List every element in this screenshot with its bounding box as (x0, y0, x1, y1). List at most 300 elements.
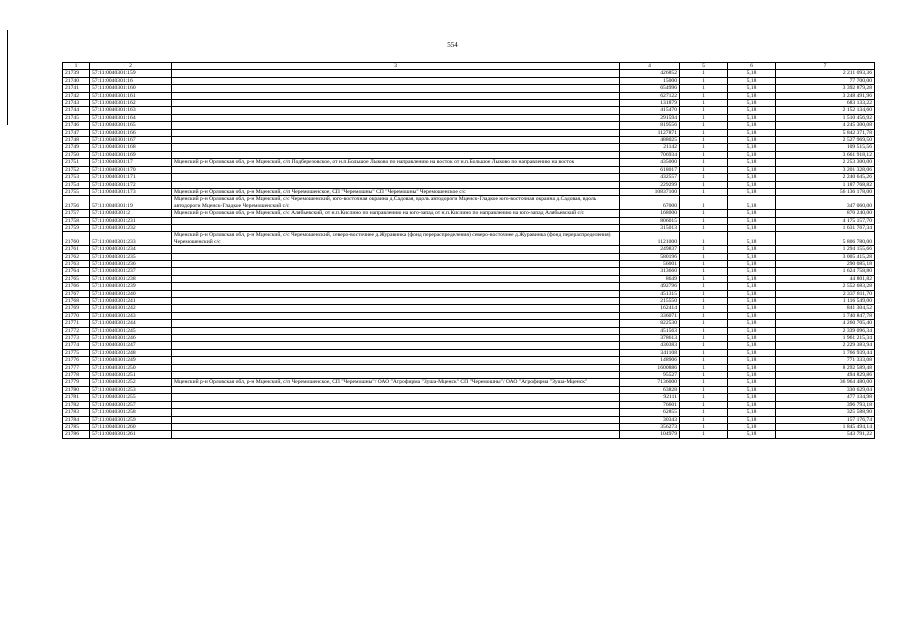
cadastral-number: 57:11:0040301:169 (90, 151, 172, 158)
column-5-value: 1 (680, 85, 728, 92)
row-number: 21762 (63, 253, 90, 260)
cadastral-number: 57:11:0040301:159 (90, 70, 172, 77)
column-5-value: 1 (680, 137, 728, 144)
table-row (63, 275, 875, 282)
rate-value: 5,18 (728, 423, 776, 430)
table-row (63, 151, 875, 158)
column-5-value: 1 (680, 268, 728, 275)
row-number: 21778 (63, 372, 90, 379)
row-number: 21780 (63, 386, 90, 393)
row-number: 21741 (63, 85, 90, 92)
cadastral-number: 57:11:0040301:250 (90, 364, 172, 371)
area-value: 229299 (620, 181, 680, 188)
row-number: 21753 (63, 174, 90, 181)
rate-value: 5,18 (728, 122, 776, 129)
address (172, 349, 620, 356)
address (172, 431, 620, 438)
cadastral-number: 57:11:0040301:232 (90, 224, 172, 231)
cadastral-number: 57:11:0040301:173 (90, 188, 172, 195)
table-row (63, 298, 875, 305)
table-row (63, 210, 875, 217)
cadastral-value: 2 527 969,50 (776, 137, 875, 144)
table-row (63, 246, 875, 253)
cadastral-number: 57:11:0040301:246 (90, 335, 172, 342)
cadastral-number: 57:11:0040301:244 (90, 320, 172, 327)
area-value: 618017 (620, 166, 680, 173)
table-row (63, 77, 875, 84)
cadastral-number: 57:11:0040301:165 (90, 122, 172, 129)
cadastral-number: 57:11:0040301:164 (90, 114, 172, 121)
table-row (63, 349, 875, 356)
rate-value: 5,18 (728, 312, 776, 319)
cadastral-number: 57:11:0040301:242 (90, 305, 172, 312)
cadastral-number: 57:11:0040301:162 (90, 100, 172, 107)
table-row (63, 107, 875, 114)
cadastral-value: 494 829,86 (776, 372, 875, 379)
address (172, 246, 620, 253)
cadastral-value: 396 793,18 (776, 401, 875, 408)
address (172, 305, 620, 312)
address (172, 217, 620, 224)
rate-value: 5,18 (728, 100, 776, 107)
address (172, 107, 620, 114)
rate-value: 5,18 (728, 335, 776, 342)
cadastral-value: 330 629,04 (776, 386, 875, 393)
area-value: 95527 (620, 372, 680, 379)
column-5-value: 1 (680, 349, 728, 356)
rate-value: 5,18 (728, 401, 776, 408)
row-number: 21760 (63, 232, 90, 246)
cadastral-number: 57:11:0040301:240 (90, 290, 172, 297)
table-row (63, 232, 875, 246)
column-5-value: 1 (680, 327, 728, 334)
column-5-value: 1 (680, 246, 728, 253)
rate-value: 5,18 (728, 210, 776, 217)
row-number: 21786 (63, 431, 90, 438)
cadastral-value: 36 964 480,00 (776, 379, 875, 386)
column-header: 7 (776, 63, 875, 70)
rate-value: 5,18 (728, 70, 776, 77)
row-number: 21755 (63, 188, 90, 195)
area-value: 8649 (620, 275, 680, 282)
table-row (63, 401, 875, 408)
area-value: 21142 (620, 144, 680, 151)
address (172, 144, 620, 151)
row-number: 21779 (63, 379, 90, 386)
column-5-value: 1 (680, 144, 728, 151)
column-5-value: 1 (680, 409, 728, 416)
table-row (63, 357, 875, 364)
cadastral-value: 4 245 300,08 (776, 122, 875, 129)
cadastral-number: 57:11:0040301:253 (90, 386, 172, 393)
rate-value: 5,18 (728, 305, 776, 312)
table-row (63, 312, 875, 319)
row-number: 21785 (63, 423, 90, 430)
table-row (63, 416, 875, 423)
area-value: 7136000 (620, 379, 680, 386)
rate-value: 5,18 (728, 260, 776, 267)
column-5-value: 1 (680, 342, 728, 349)
row-number: 21782 (63, 401, 90, 408)
cadastral-value: 1 116 549,00 (776, 298, 875, 305)
rate-value: 5,18 (728, 137, 776, 144)
table-row (63, 129, 875, 136)
row-number: 21746 (63, 122, 90, 129)
rate-value: 5,18 (728, 275, 776, 282)
column-5-value: 1 (680, 320, 728, 327)
cadastral-value: 3 201 328,06 (776, 166, 875, 173)
area-value: 822530 (620, 320, 680, 327)
area-value: 148906 (620, 357, 680, 364)
table-row (63, 379, 875, 386)
cadastral-number: 57:11:0040301:247 (90, 342, 172, 349)
row-number: 21776 (63, 357, 90, 364)
row-number: 21745 (63, 114, 90, 121)
table-row (63, 122, 875, 129)
area-value: 654996 (620, 85, 680, 92)
address (172, 137, 620, 144)
cadastral-table (62, 62, 875, 439)
column-header: 5 (680, 63, 728, 70)
cadastral-value: 1 510 456,92 (776, 114, 875, 121)
table-row (63, 253, 875, 260)
cadastral-number: 57:11:0040301:163 (90, 107, 172, 114)
cadastral-number: 57:11:0040301:252 (90, 379, 172, 386)
address (172, 174, 620, 181)
cadastral-number: 57:11:0040301:239 (90, 283, 172, 290)
address (172, 312, 620, 319)
row-number: 21768 (63, 298, 90, 305)
cadastral-value: 4 175 157,70 (776, 217, 875, 224)
cadastral-number: 57:11:0040301:161 (90, 92, 172, 99)
row-number: 21784 (63, 416, 90, 423)
column-header: 4 (620, 63, 680, 70)
cadastral-value: 290 085,18 (776, 260, 875, 267)
column-5-value: 1 (680, 357, 728, 364)
area-value: 426852 (620, 70, 680, 77)
table-row (63, 320, 875, 327)
table-row (63, 174, 875, 181)
column-5-value: 1 (680, 394, 728, 401)
row-number: 21766 (63, 283, 90, 290)
rate-value: 5,18 (728, 107, 776, 114)
column-5-value: 1 (680, 159, 728, 166)
row-number: 21759 (63, 224, 90, 231)
address (172, 342, 620, 349)
cadastral-value: 3 005 415,28 (776, 253, 875, 260)
area-value: 62855 (620, 409, 680, 416)
area-value: 10837100 (620, 188, 680, 195)
cadastral-number: 57:11:0040301:231 (90, 217, 172, 224)
column-5-value: 1 (680, 290, 728, 297)
rate-value: 5,18 (728, 217, 776, 224)
address (172, 122, 620, 129)
area-value: 76601 (620, 401, 680, 408)
area-value: 336071 (620, 312, 680, 319)
rate-value: 5,18 (728, 129, 776, 136)
cadastral-number: 57:11:0040301:167 (90, 137, 172, 144)
cadastral-number: 57:11:0040301:233 (90, 232, 172, 246)
cadastral-value: 5 806 780,00 (776, 232, 875, 246)
cadastral-value: 2 552 683,28 (776, 283, 875, 290)
area-value: 104979 (620, 431, 680, 438)
cadastral-value: 1 631 767,34 (776, 224, 875, 231)
table-row (63, 224, 875, 231)
rate-value: 5,18 (728, 224, 776, 231)
cadastral-value: 1 624 758,80 (776, 268, 875, 275)
area-value: 451315 (620, 290, 680, 297)
cadastral-number: 57:11:0040301:236 (90, 260, 172, 267)
page-number: 554 (447, 41, 458, 49)
area-value: 291594 (620, 114, 680, 121)
address (172, 327, 620, 334)
cadastral-number: 57:11:0040301:166 (90, 129, 172, 136)
cadastral-value: 2 229 383,94 (776, 342, 875, 349)
rate-value: 5,18 (728, 174, 776, 181)
address (172, 386, 620, 393)
area-value: 706934 (620, 151, 680, 158)
area-value: 30343 (620, 416, 680, 423)
area-value: 313660 (620, 268, 680, 275)
area-value: 92111 (620, 394, 680, 401)
address (172, 401, 620, 408)
cadastral-value: 1 766 939,44 (776, 349, 875, 356)
address (172, 409, 620, 416)
column-5-value: 1 (680, 129, 728, 136)
cadastral-number: 57:11:0040301:249 (90, 357, 172, 364)
area-value: 56001 (620, 260, 680, 267)
column-5-value: 1 (680, 77, 728, 84)
cadastral-value: 2 211 093,36 (776, 70, 875, 77)
address (172, 151, 620, 158)
rate-value: 5,18 (728, 416, 776, 423)
cadastral-value: 1 294 155,66 (776, 246, 875, 253)
table-row (63, 409, 875, 416)
rate-value: 5,18 (728, 364, 776, 371)
rate-value: 5,18 (728, 181, 776, 188)
column-header: 2 (90, 63, 172, 70)
area-value: 1600886 (620, 364, 680, 371)
address (172, 129, 620, 136)
row-number: 21752 (63, 166, 90, 173)
column-5-value: 1 (680, 335, 728, 342)
area-value: 451563 (620, 327, 680, 334)
rate-value: 5,18 (728, 394, 776, 401)
column-5-value: 1 (680, 151, 728, 158)
table-body (63, 70, 875, 438)
column-5-value: 1 (680, 166, 728, 173)
column-header: 3 (172, 63, 620, 70)
area-value: 131879 (620, 100, 680, 107)
table-row (63, 196, 875, 210)
cadastral-number: 57:11:0040301:171 (90, 174, 172, 181)
table-row (63, 159, 875, 166)
cadastral-value: 4 260 705,40 (776, 320, 875, 327)
cadastral-value: 2 253 300,00 (776, 159, 875, 166)
rate-value: 5,18 (728, 159, 776, 166)
table-row (63, 327, 875, 334)
column-5-value: 1 (680, 260, 728, 267)
address: Мценский р-н Орловская обл, р-н Мценский, с/п Подберезовское, от н.п.Большое Лыково по направлению на восток от н.п.Большое Лыково по направлению на восток (172, 159, 620, 166)
row-number: 21777 (63, 364, 90, 371)
cadastral-value: 347 060,00 (776, 196, 875, 210)
cadastral-number: 57:11:0040301:257 (90, 401, 172, 408)
column-5-value: 1 (680, 196, 728, 210)
address (172, 166, 620, 173)
cadastral-number: 57:11:0040301:17 (90, 159, 172, 166)
column-5-value: 1 (680, 70, 728, 77)
cadastral-number: 57:11:0040301:255 (90, 394, 172, 401)
address (172, 70, 620, 77)
area-value: 168000 (620, 210, 680, 217)
address (172, 92, 620, 99)
row-number: 21747 (63, 129, 90, 136)
address: Мценский р-н Орловская обл, р-н Мценский, с/п Черемошенское, СП "Черемошны" СП "Черемошны" Черемошенское с/с (172, 188, 620, 195)
rate-value: 5,18 (728, 253, 776, 260)
table-row (63, 342, 875, 349)
column-5-value: 1 (680, 312, 728, 319)
address (172, 100, 620, 107)
cadastral-value: 543 791,22 (776, 431, 875, 438)
rate-value: 5,18 (728, 290, 776, 297)
rate-value: 5,18 (728, 151, 776, 158)
area-value: 435000 (620, 159, 680, 166)
table-row (63, 70, 875, 77)
column-5-value: 1 (680, 305, 728, 312)
row-number: 21750 (63, 151, 90, 158)
row-number: 21764 (63, 268, 90, 275)
rate-value: 5,18 (728, 386, 776, 393)
area-value: 415470 (620, 107, 680, 114)
address (172, 298, 620, 305)
column-5-value: 1 (680, 253, 728, 260)
table-row (63, 217, 875, 224)
address (172, 320, 620, 327)
area-value: 806015 (620, 217, 680, 224)
row-number: 21751 (63, 159, 90, 166)
table-row (63, 394, 875, 401)
table-row (63, 305, 875, 312)
cadastral-value: 771 333,08 (776, 357, 875, 364)
cadastral-number: 57:11:0040301:16 (90, 77, 172, 84)
table-row (63, 100, 875, 107)
header-row (63, 63, 875, 70)
area-value: 819556 (620, 122, 680, 129)
row-number: 21772 (63, 327, 90, 334)
table-row (63, 372, 875, 379)
table-row (63, 181, 875, 188)
address (172, 394, 620, 401)
cadastral-value: 870 240,00 (776, 210, 875, 217)
column-5-value: 1 (680, 217, 728, 224)
cadastral-value: 8 292 589,48 (776, 364, 875, 371)
column-5-value: 1 (680, 188, 728, 195)
cadastral-number: 57:11:0040301:235 (90, 253, 172, 260)
area-value: 63828 (620, 386, 680, 393)
cadastral-number: 57:11:0040301:168 (90, 144, 172, 151)
address (172, 224, 620, 231)
rate-value: 5,18 (728, 188, 776, 195)
cadastral-value: 3 661 918,12 (776, 151, 875, 158)
area-value: 432557 (620, 174, 680, 181)
column-5-value: 1 (680, 364, 728, 371)
cadastral-value: 77 700,00 (776, 77, 875, 84)
cadastral-number: 57:11:0040301:234 (90, 246, 172, 253)
column-5-value: 1 (680, 423, 728, 430)
cadastral-value: 3 392 879,28 (776, 85, 875, 92)
rate-value: 5,18 (728, 85, 776, 92)
rate-value: 5,18 (728, 144, 776, 151)
area-value: 580196 (620, 253, 680, 260)
address (172, 290, 620, 297)
area-value: 315013 (620, 224, 680, 231)
cadastral-number: 57:11:0040301:170 (90, 166, 172, 173)
cadastral-number: 57:11:0040301:260 (90, 423, 172, 430)
area-value: 162414 (620, 305, 680, 312)
rate-value: 5,18 (728, 357, 776, 364)
address (172, 114, 620, 121)
column-5-value: 1 (680, 372, 728, 379)
column-5-value: 1 (680, 174, 728, 181)
cadastral-value: 1 187 768,82 (776, 181, 875, 188)
column-5-value: 1 (680, 416, 728, 423)
row-number: 21749 (63, 144, 90, 151)
rate-value: 5,18 (728, 372, 776, 379)
table-row (63, 144, 875, 151)
cadastral-number: 57:11:0040301:2 (90, 210, 172, 217)
cadastral-value: 3 248 491,96 (776, 92, 875, 99)
rate-value: 5,18 (728, 283, 776, 290)
row-number: 21758 (63, 217, 90, 224)
cadastral-number: 57:11:0040301:19 (90, 196, 172, 210)
rate-value: 5,18 (728, 431, 776, 438)
row-number: 21739 (63, 70, 90, 77)
table-row (63, 364, 875, 371)
row-number: 21767 (63, 290, 90, 297)
cadastral-number: 57:11:0040301:251 (90, 372, 172, 379)
column-5-value: 1 (680, 386, 728, 393)
area-value: 215550 (620, 298, 680, 305)
address: Мценский р-н Орловская обл, р-н Мценский, с/с Алябьевский, от н.п.Кислино по направлению на юго-запад от н.п.Кислино по направлению на юго-запад Алябьевский с/с (172, 210, 620, 217)
column-5-value: 1 (680, 275, 728, 282)
rate-value: 5,18 (728, 349, 776, 356)
row-number: 21781 (63, 394, 90, 401)
cadastral-value: 1 845 494,14 (776, 423, 875, 430)
row-number: 21757 (63, 210, 90, 217)
cadastral-number: 57:11:0040301:241 (90, 298, 172, 305)
row-number: 21740 (63, 77, 90, 84)
cadastral-value: 841 304,52 (776, 305, 875, 312)
area-value: 492796 (620, 283, 680, 290)
address (172, 268, 620, 275)
column-5-value: 1 (680, 181, 728, 188)
table-row (63, 431, 875, 438)
area-value: 1127871 (620, 129, 680, 136)
row-number: 21773 (63, 335, 90, 342)
rate-value: 5,18 (728, 246, 776, 253)
column-5-value: 1 (680, 224, 728, 231)
row-number: 21769 (63, 305, 90, 312)
cadastral-value: 1 740 847,78 (776, 312, 875, 319)
column-5-value: 1 (680, 232, 728, 246)
cadastral-value: 5 842 371,78 (776, 129, 875, 136)
address (172, 423, 620, 430)
cadastral-value: 2 339 096,34 (776, 327, 875, 334)
address (172, 416, 620, 423)
cadastral-number: 57:11:0040301:237 (90, 268, 172, 275)
address: Мценский р-н Орловская обл, р-н Мценский, с/с Черемошенский, юго-восточная окраина д.Садовая, вдоль автодороги Мценск-Гладкое юго-восточная окраина д.Садовая, вдоль автодороги Мценск-Гладкое Черемошенский с/с (172, 196, 620, 210)
rate-value: 5,18 (728, 92, 776, 99)
